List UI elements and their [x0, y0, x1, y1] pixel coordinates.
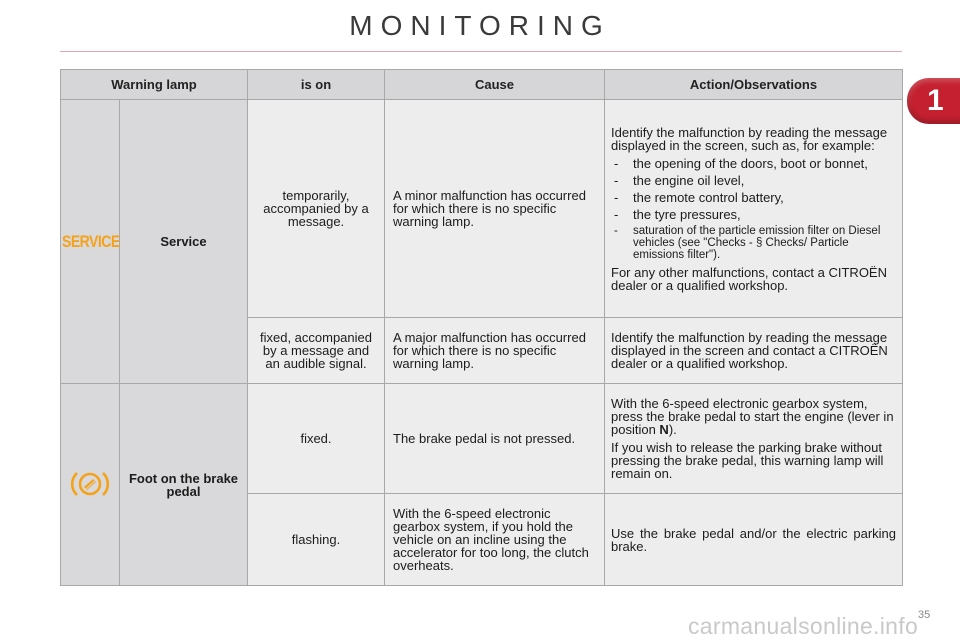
header-warning-lamp: Warning lamp — [61, 70, 248, 100]
foot-on-brake-icon — [70, 467, 110, 501]
brake-action-parking: If you wish to release the parking brake without pressing the brake pedal, this warning lamp will remain on. — [611, 440, 884, 481]
service-warning-icon: SERVICE — [62, 231, 120, 251]
list-item: - the tyre pressures, — [614, 206, 741, 222]
chapter-number: 1 — [927, 84, 944, 117]
list-item: - the engine oil level, — [614, 172, 745, 188]
title-divider — [60, 51, 902, 52]
brake-action-flashing: Use the brake pedal and/or the electric parking brake. — [605, 494, 903, 586]
warning-lamp-table — [60, 69, 903, 586]
service-icon-cell — [61, 100, 120, 384]
brake-cause-clutch-overheat: With the 6-speed electronic gearbox system, if you hold the vehicle on an incline using the accelerator for too long, the clutch overheats. — [385, 494, 605, 586]
header-is-on: is on — [248, 70, 385, 100]
service-cause-major: A major malfunction has occurred for which there is no specific warning lamp. — [385, 318, 605, 384]
list-item: - saturation of the particle emission filter on Diesel vehicles (see "Checks - § Checks/ Particle emissions filter"). — [614, 224, 881, 261]
brake-action-start: With the 6-speed electronic gearbox system, press the brake pedal to start the engine (lever in position N). — [611, 396, 894, 437]
service-malfunction-list — [611, 157, 896, 261]
table-row — [61, 100, 903, 318]
header-action: Action/Observations — [605, 70, 903, 100]
brake-action-fixed — [605, 384, 903, 494]
page-number: 35 — [918, 609, 931, 621]
table-header-row — [61, 70, 903, 100]
service-is-on-temporary: temporarily, accompanied by a message. — [248, 100, 385, 318]
header-cause: Cause — [385, 70, 605, 100]
brake-is-on-flashing: flashing. — [248, 494, 385, 586]
brake-cause-not-pressed: The brake pedal is not pressed. — [385, 384, 605, 494]
service-action-major: Identify the malfunction by reading the message displayed in the screen and contact a CITROËN dealer or a qualified workshop. — [605, 318, 903, 384]
service-lamp-name: Service — [120, 100, 248, 384]
service-action-intro: Identify the malfunction by reading the message displayed in the screen, such as, for example: — [611, 124, 888, 153]
service-action-minor — [605, 100, 903, 318]
brake-icon-cell — [61, 384, 120, 586]
chapter-tab[interactable] — [907, 78, 960, 124]
list-item: - the remote control battery, — [614, 189, 784, 205]
page-title: MONITORING — [349, 10, 611, 41]
service-cause-minor: A minor malfunction has occurred for which there is no specific warning lamp. — [385, 100, 605, 318]
table-row — [61, 384, 903, 494]
brake-lamp-name: Foot on the brake pedal — [120, 384, 248, 586]
watermark: carmanualsonline.info — [688, 613, 919, 639]
service-action-outro: For any other malfunctions, contact a CITROËN dealer or a qualified workshop. — [611, 264, 887, 293]
list-item: - the opening of the doors, boot or bonnet, — [614, 155, 868, 171]
service-is-on-fixed: fixed, accompanied by a message and an audible signal. — [248, 318, 385, 384]
brake-is-on-fixed: fixed. — [248, 384, 385, 494]
